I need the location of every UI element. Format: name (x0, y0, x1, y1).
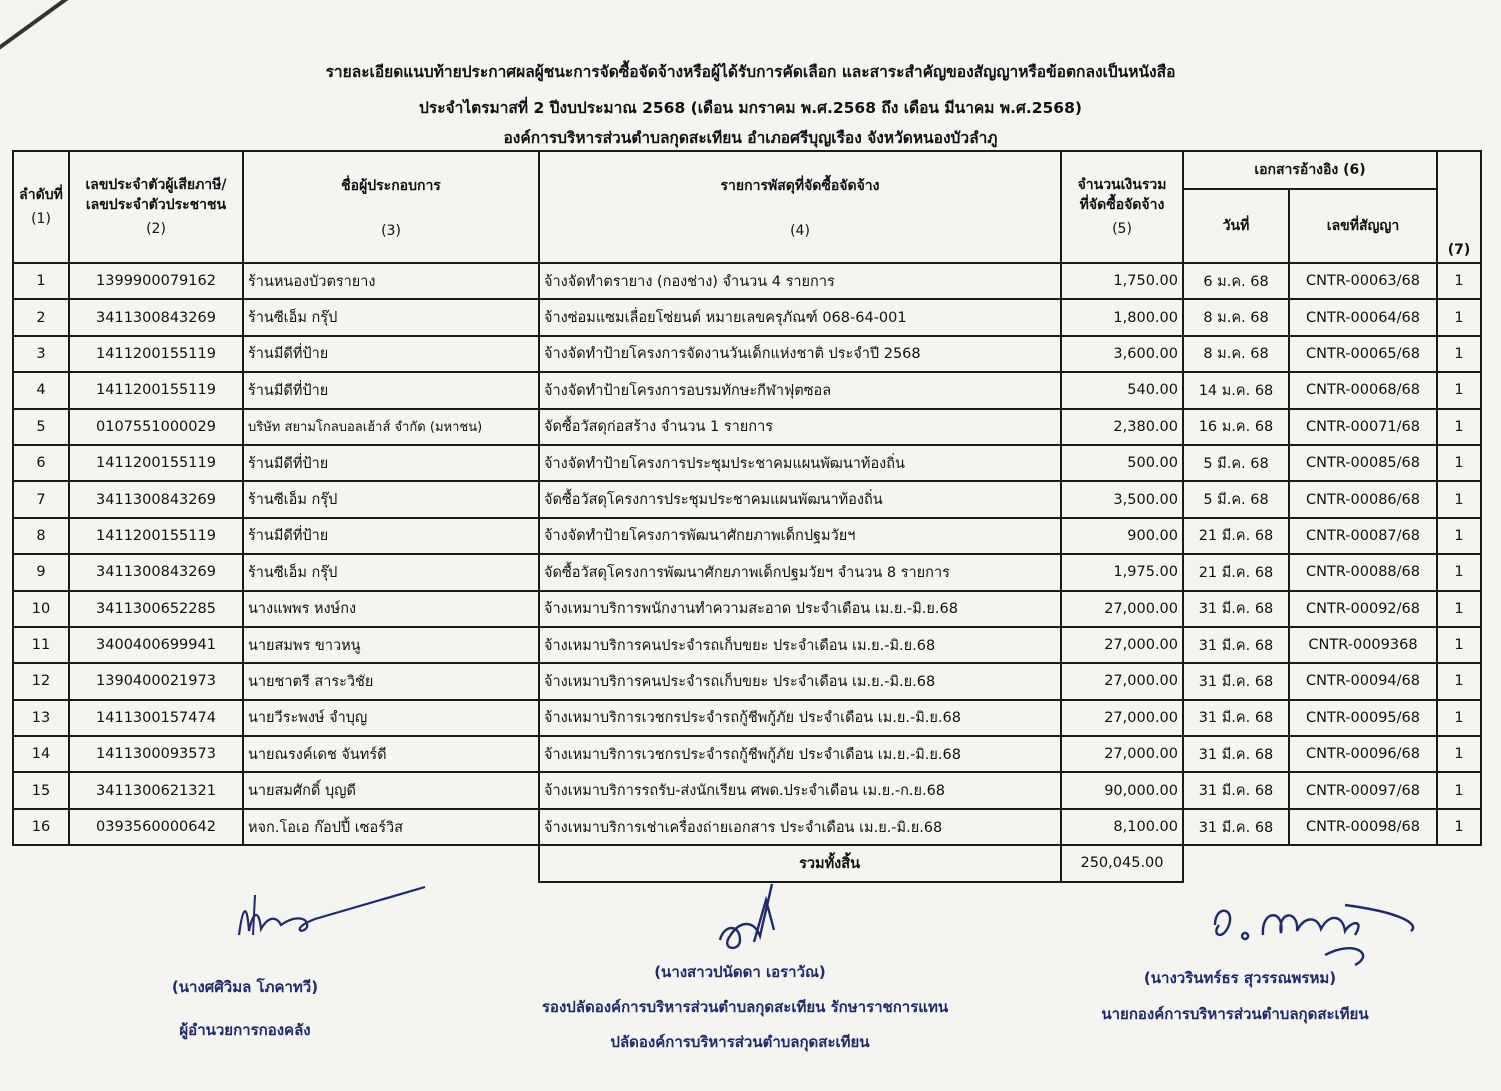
cell-date: 31 มี.ค. 68 (1183, 591, 1289, 627)
doc-title-line3: องค์การบริหารส่วนตำบลกุดสะเทียน อำเภอศรีบุญเรือง จังหวัดหนองบัวลำภู (503, 129, 998, 147)
cell-item: จ้างจัดทำป้ายโครงการจัดงานวันเด็กแห่งชาติ ประจำปี 2568 (539, 336, 1061, 372)
cell-date: 5 มี.ค. 68 (1183, 445, 1289, 481)
cell-amount: 1,975.00 (1061, 554, 1183, 590)
cell-taxid: 3411300652285 (69, 591, 243, 627)
cell-date: 21 มี.ค. 68 (1183, 554, 1289, 590)
col-header-amount (1061, 151, 1183, 263)
cell-vendor: นายวีระพงษ์ จำบุญ (243, 700, 539, 736)
cell-vendor: นายสมศักดิ์ บุญดี (243, 772, 539, 808)
col-header-amount-num: (5) (1112, 221, 1132, 237)
cell-contract: CNTR-00086/68 (1289, 481, 1437, 517)
cell-taxid: 1399900079162 (69, 263, 243, 299)
cell-contract: CNTR-00096/68 (1289, 736, 1437, 772)
cell-col7: 1 (1437, 518, 1481, 554)
col-header-taxid-label2: เลขประจำตัวประชาชน (85, 197, 227, 213)
table-row (13, 336, 1481, 372)
cell-contract: CNTR-00094/68 (1289, 663, 1437, 699)
table-row (13, 263, 1481, 299)
doc-title-line2: ประจำไตรมาสที่ 2 ปีงบประมาณ 2568 (เดือน มกราคม พ.ศ.2568 ถึง เดือน มีนาคม พ.ศ.2568) (419, 99, 1082, 117)
left-signer-name: (นางศศิวิมล โภคาทวี) (171, 978, 319, 996)
cell-amount: 27,000.00 (1061, 736, 1183, 772)
cell-date: 31 มี.ค. 68 (1183, 627, 1289, 663)
cell-col7: 1 (1437, 263, 1481, 299)
cell-col7: 1 (1437, 409, 1481, 445)
cell-col7: 1 (1437, 299, 1481, 335)
cell-contract: CNTR-00097/68 (1289, 772, 1437, 808)
cell-contract: CNTR-00098/68 (1289, 809, 1437, 845)
col-header-item-label: รายการพัสดุที่จัดซื้อจัดจ้าง (720, 178, 880, 194)
cell-taxid: 3411300843269 (69, 481, 243, 517)
cell-date: 31 มี.ค. 68 (1183, 736, 1289, 772)
col-header-item-num: (4) (790, 223, 810, 239)
cell-item: จ้างจัดทำป้ายโครงการประชุมประชาคมแผนพัฒนาท้องถิ่น (539, 445, 1061, 481)
cell-date: 5 มี.ค. 68 (1183, 481, 1289, 517)
right-signature-mark (1205, 895, 1435, 970)
middle-signature-mark (700, 880, 820, 960)
table-row (13, 481, 1481, 517)
cell-taxid: 3411300621321 (69, 772, 243, 808)
cell-item: จ้างเหมาบริการพนักงานทำความสะอาด ประจำเดือน เม.ย.-มิ.ย.68 (539, 591, 1061, 627)
cell-item: จ้างเหมาบริการรถรับ-ส่งนักเรียน ศพด.ประจำเดือน เม.ย.-ก.ย.68 (539, 772, 1061, 808)
cell-vendor: หจก.โอเอ ก๊อปปี้ เซอร์วิส (243, 809, 539, 845)
cell-amount: 27,000.00 (1061, 627, 1183, 663)
cell-item: จ้างซ่อมแซมเลื่อยโซ่ยนต์ หมายเลขครุภัณฑ์ 068-64-001 (539, 299, 1061, 335)
cell-no: 8 (13, 518, 69, 554)
cell-amount: 1,750.00 (1061, 263, 1183, 299)
table-row (13, 700, 1481, 736)
cell-contract: CNTR-00063/68 (1289, 263, 1437, 299)
cell-contract: CNTR-00088/68 (1289, 554, 1437, 590)
cell-date: 21 มี.ค. 68 (1183, 518, 1289, 554)
cell-date: 8 ม.ค. 68 (1183, 336, 1289, 372)
doc-title-line1: รายละเอียดแนบท้ายประกาศผลผู้ชนะการจัดซื้อจัดจ้างหรือผู้ได้รับการคัดเลือก และสาระสำคัญของสัญญาหรือข้อตกลงเป็นหนังสือ (325, 63, 1176, 81)
cell-amount: 1,800.00 (1061, 299, 1183, 335)
cell-no: 4 (13, 372, 69, 408)
cell-no: 13 (13, 700, 69, 736)
cell-no: 7 (13, 481, 69, 517)
col-header-7-num: (7) (1447, 242, 1471, 258)
cell-date: 31 มี.ค. 68 (1183, 663, 1289, 699)
cell-item: จ้างเหมาบริการเวชกรประจำรถกู้ชีพกู้ภัย ประจำเดือน เม.ย.-มิ.ย.68 (539, 700, 1061, 736)
cell-amount: 90,000.00 (1061, 772, 1183, 808)
total-value: 250,045.00 (1061, 845, 1183, 881)
cell-col7: 1 (1437, 663, 1481, 699)
cell-amount: 2,380.00 (1061, 409, 1183, 445)
cell-col7: 1 (1437, 772, 1481, 808)
cell-col7: 1 (1437, 809, 1481, 845)
cell-col7: 1 (1437, 554, 1481, 590)
col-header-seq-label: ลำดับที่ (19, 187, 63, 203)
cell-contract: CNTR-00085/68 (1289, 445, 1437, 481)
cell-contract: CNTR-00095/68 (1289, 700, 1437, 736)
cell-date: 16 ม.ค. 68 (1183, 409, 1289, 445)
cell-taxid: 1411300093573 (69, 736, 243, 772)
cell-no: 6 (13, 445, 69, 481)
cell-col7: 1 (1437, 336, 1481, 372)
cell-col7: 1 (1437, 591, 1481, 627)
cell-col7: 1 (1437, 627, 1481, 663)
table-row (13, 663, 1481, 699)
cell-no: 1 (13, 263, 69, 299)
cell-taxid: 3411300843269 (69, 299, 243, 335)
cell-item: จัดซื้อวัสดุโครงการประชุมประชาคมแผนพัฒนาท้องถิ่น (539, 481, 1061, 517)
cell-col7: 1 (1437, 736, 1481, 772)
cell-col7: 1 (1437, 445, 1481, 481)
col-header-seq-num: (1) (31, 211, 51, 227)
cell-vendor: ร้านซีเอ็ม กรุ๊ป (243, 481, 539, 517)
table-body (13, 263, 1481, 845)
cell-item: จ้างจัดทำป้ายโครงการอบรมทักษะกีฬาฟุตซอล (539, 372, 1061, 408)
col-header-amount-label1: จำนวนเงินรวม (1077, 177, 1167, 193)
cell-no: 2 (13, 299, 69, 335)
total-row (13, 845, 1481, 881)
table-row (13, 627, 1481, 663)
table-row (13, 736, 1481, 772)
cell-date: 8 ม.ค. 68 (1183, 299, 1289, 335)
cell-taxid: 3400400699941 (69, 627, 243, 663)
cell-taxid: 0107551000029 (69, 409, 243, 445)
cell-col7: 1 (1437, 372, 1481, 408)
cell-contract: CNTR-00068/68 (1289, 372, 1437, 408)
cell-item: จ้างเหมาบริการเช่าเครื่องถ่ายเอกสาร ประจำเดือน เม.ย.-มิ.ย.68 (539, 809, 1061, 845)
cell-taxid: 1411200155119 (69, 518, 243, 554)
cell-item: จัดซื้อวัสดุก่อสร้าง จำนวน 1 รายการ (539, 409, 1061, 445)
middle-signer-title1: รองปลัดองค์การบริหารส่วนตำบลกุดสะเทียน รักษาราชการแทน (541, 998, 949, 1016)
total-label: รวมทั้งสิ้น (539, 845, 1061, 881)
table-row (13, 809, 1481, 845)
cell-amount: 27,000.00 (1061, 591, 1183, 627)
table-row (13, 591, 1481, 627)
cell-amount: 8,100.00 (1061, 809, 1183, 845)
cell-no: 5 (13, 409, 69, 445)
cell-item: จัดซื้อวัสดุโครงการพัฒนาศักยภาพเด็กปฐมวัยฯ จำนวน 8 รายการ (539, 554, 1061, 590)
cell-no: 16 (13, 809, 69, 845)
col-header-taxid-num: (2) (146, 221, 166, 237)
cell-vendor: ร้านมีดีที่ป้าย (243, 372, 539, 408)
table-row (13, 299, 1481, 335)
cell-vendor: นายสมพร ขาวหนู (243, 627, 539, 663)
col-header-taxid (69, 151, 243, 263)
table-row (13, 772, 1481, 808)
cell-contract: CNTR-00064/68 (1289, 299, 1437, 335)
col-header-vendor-num: (3) (381, 223, 401, 239)
col-header-vendor (243, 151, 539, 263)
cell-date: 14 ม.ค. 68 (1183, 372, 1289, 408)
cell-contract: CNTR-00087/68 (1289, 518, 1437, 554)
right-signer-title: นายกองค์การบริหารส่วนตำบลกุดสะเทียน (1101, 1005, 1369, 1023)
col-header-item (539, 151, 1061, 263)
cell-amount: 3,600.00 (1061, 336, 1183, 372)
procurement-table (12, 150, 1482, 883)
cell-item: จ้างเหมาบริการเวชกรประจำรถกู้ชีพกู้ภัย ประจำเดือน เม.ย.-มิ.ย.68 (539, 736, 1061, 772)
cell-amount: 27,000.00 (1061, 700, 1183, 736)
cell-amount: 27,000.00 (1061, 663, 1183, 699)
cell-no: 12 (13, 663, 69, 699)
cell-contract: CNTR-00065/68 (1289, 336, 1437, 372)
table-row (13, 409, 1481, 445)
cell-item: จ้างเหมาบริการคนประจำรถเก็บขยะ ประจำเดือน เม.ย.-มิ.ย.68 (539, 627, 1061, 663)
cell-col7: 1 (1437, 700, 1481, 736)
col-header-taxid-label1: เลขประจำตัวผู้เสียภาษี/ (85, 177, 227, 193)
cell-no: 11 (13, 627, 69, 663)
cell-vendor: บริษัท สยามโกลบอลเฮ้าส์ จำกัด (มหาชน) (243, 409, 539, 445)
cell-vendor: ร้านซีเอ็ม กรุ๊ป (243, 554, 539, 590)
cell-amount: 540.00 (1061, 372, 1183, 408)
cell-contract: CNTR-0009368 (1289, 627, 1437, 663)
cell-taxid: 1411200155119 (69, 445, 243, 481)
table-row (13, 372, 1481, 408)
cell-vendor: นายณรงค์เดช จันทร์ดี (243, 736, 539, 772)
left-signer-title: ผู้อำนวยการกองคลัง (179, 1021, 311, 1039)
cell-taxid: 1411300157474 (69, 700, 243, 736)
col-header-date: วันที่ (1183, 189, 1289, 263)
middle-signer-title2: ปลัดองค์การบริหารส่วนตำบลกุดสะเทียน (610, 1033, 870, 1051)
col-header-contract: เลขที่สัญญา (1289, 189, 1437, 263)
cell-amount: 500.00 (1061, 445, 1183, 481)
cell-vendor: ร้านหนองบัวตรายาง (243, 263, 539, 299)
cell-item: จ้างจัดทำป้ายโครงการพัฒนาศักยภาพเด็กปฐมวัยฯ (539, 518, 1061, 554)
cell-item: จ้างเหมาบริการคนประจำรถเก็บขยะ ประจำเดือน เม.ย.-มิ.ย.68 (539, 663, 1061, 699)
right-signer-name: (นางวรินทร์ธร สุวรรณพรหม) (1143, 969, 1337, 987)
cell-taxid: 3411300843269 (69, 554, 243, 590)
cell-amount: 3,500.00 (1061, 481, 1183, 517)
cell-no: 3 (13, 336, 69, 372)
cell-vendor: ร้านซีเอ็ม กรุ๊ป (243, 299, 539, 335)
cell-vendor: นางแพพร หงษ์กง (243, 591, 539, 627)
col-header-vendor-label: ชื่อผู้ประกอบการ (341, 178, 441, 194)
cell-date: 31 มี.ค. 68 (1183, 809, 1289, 845)
col-header-7 (1437, 151, 1481, 263)
cell-vendor: ร้านมีดีที่ป้าย (243, 336, 539, 372)
cell-taxid: 1390400021973 (69, 663, 243, 699)
left-signature-mark (225, 885, 445, 955)
cell-amount: 900.00 (1061, 518, 1183, 554)
cell-vendor: นายชาตรี สาระวิชัย (243, 663, 539, 699)
cell-vendor: ร้านมีดีที่ป้าย (243, 445, 539, 481)
cell-col7: 1 (1437, 481, 1481, 517)
cell-date: 31 มี.ค. 68 (1183, 772, 1289, 808)
cell-no: 10 (13, 591, 69, 627)
cell-taxid: 0393560000642 (69, 809, 243, 845)
cell-date: 6 ม.ค. 68 (1183, 263, 1289, 299)
cell-contract: CNTR-00071/68 (1289, 409, 1437, 445)
cell-item: จ้างจัดทำตรายาง (กองช่าง) จำนวน 4 รายการ (539, 263, 1061, 299)
cell-no: 14 (13, 736, 69, 772)
table-row (13, 554, 1481, 590)
col-header-amount-label2: ที่จัดซื้อจัดจ้าง (1079, 197, 1165, 213)
cell-vendor: ร้านมีดีที่ป้าย (243, 518, 539, 554)
cell-date: 31 มี.ค. 68 (1183, 700, 1289, 736)
corner-scan-mark (0, 0, 146, 55)
cell-taxid: 1411200155119 (69, 372, 243, 408)
cell-no: 9 (13, 554, 69, 590)
cell-no: 15 (13, 772, 69, 808)
cell-contract: CNTR-00092/68 (1289, 591, 1437, 627)
col-header-seq (13, 151, 69, 263)
table-row (13, 518, 1481, 554)
col-header-ref: เอกสารอ้างอิง (6) (1183, 151, 1437, 189)
table-row (13, 445, 1481, 481)
middle-signer-name: (นางสาวปนัดดา เอราวัณ) (654, 963, 826, 981)
cell-taxid: 1411200155119 (69, 336, 243, 372)
